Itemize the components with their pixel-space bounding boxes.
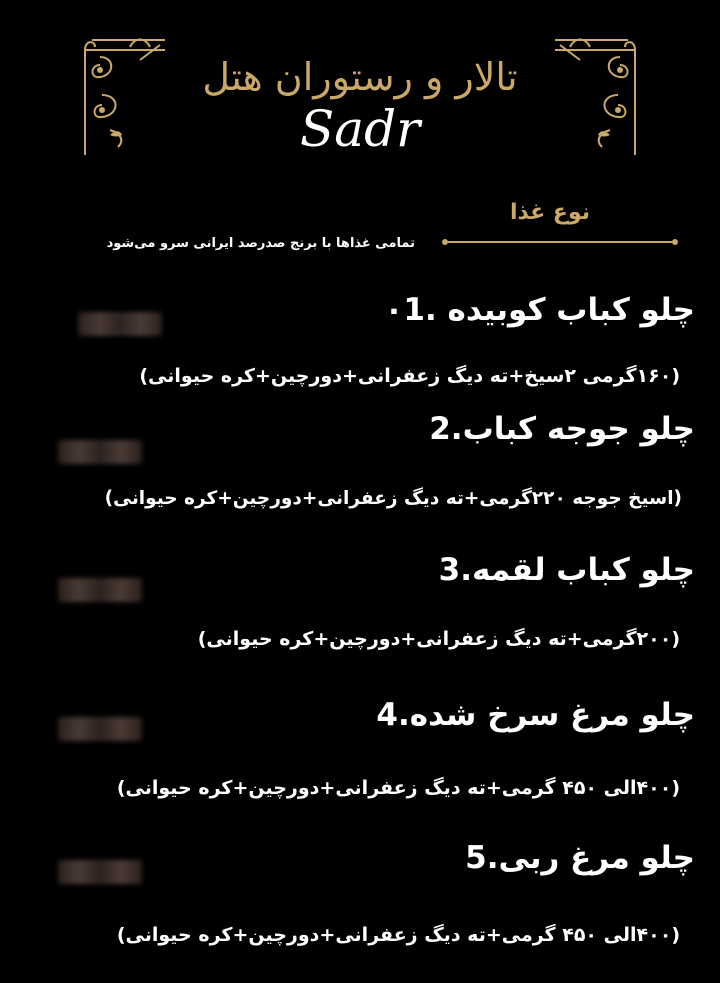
- menu-item-description: (۴۰۰الی ۴۵۰ گرمی+ته دیگ زعفرانی+دورچین+کره حیوانی): [116, 777, 680, 799]
- item-name: چلو کباب کوبیده: [447, 292, 695, 328]
- item-number: 4: [376, 697, 398, 733]
- price-blurred: [58, 440, 142, 464]
- item-name: چلو مرغ سرخ شده: [409, 697, 695, 733]
- menu-item-description: (۴۰۰الی ۴۵۰ گرمی+ته دیگ زعفرانی+دورچین+کره حیوانی): [116, 924, 680, 946]
- section-divider-icon: [440, 232, 680, 252]
- ornament-right-icon: [550, 35, 640, 160]
- item-number: 2: [429, 411, 451, 447]
- menu-item-title: 2.چلو جوجه کباب: [429, 411, 695, 447]
- ornament-left-icon: [80, 35, 170, 160]
- item-name: چلو مرغ ربی: [498, 840, 695, 876]
- menu-item-title: 4.چلو مرغ سرخ شده: [376, 697, 695, 733]
- restaurant-title: تالار و رستوران هتل: [202, 55, 518, 99]
- menu-item-description: (۱۶۰گرمی ۲سیخ+ته دیگ زعفرانی+دورچین+کره حیوانی): [139, 365, 680, 387]
- menu-item-title: 5.چلو مرغ ربی: [465, 840, 695, 876]
- price-blurred: [58, 860, 142, 884]
- restaurant-name-script: Sadr: [300, 100, 420, 158]
- price-blurred: [58, 578, 142, 602]
- menu-item-description: (۲۰۰گرمی+ته دیگ زعفرانی+دورچین+کره حیوانی): [197, 628, 680, 650]
- item-name: چلو کباب لقمه: [471, 552, 695, 588]
- menu-item-title: 3.چلو کباب لقمه: [438, 552, 695, 588]
- price-blurred: [58, 717, 142, 741]
- item-number: 5: [465, 840, 487, 876]
- menu-item-description: (اسیخ جوجه ۲۲۰گرمی+ته دیگ زعفرانی+دورچین+کره حیوانی): [104, 488, 682, 509]
- item-number: ۰1: [384, 292, 425, 328]
- section-label: نوع غذا: [509, 200, 591, 225]
- rice-note: تمامی غذاها با برنج صدرصد ایرانی سرو می‌شود: [106, 236, 415, 251]
- menu-item-title: ۰1. چلو کباب کوبیده: [384, 292, 695, 328]
- item-name: چلو جوجه کباب: [462, 411, 695, 447]
- item-number: 3: [438, 552, 461, 588]
